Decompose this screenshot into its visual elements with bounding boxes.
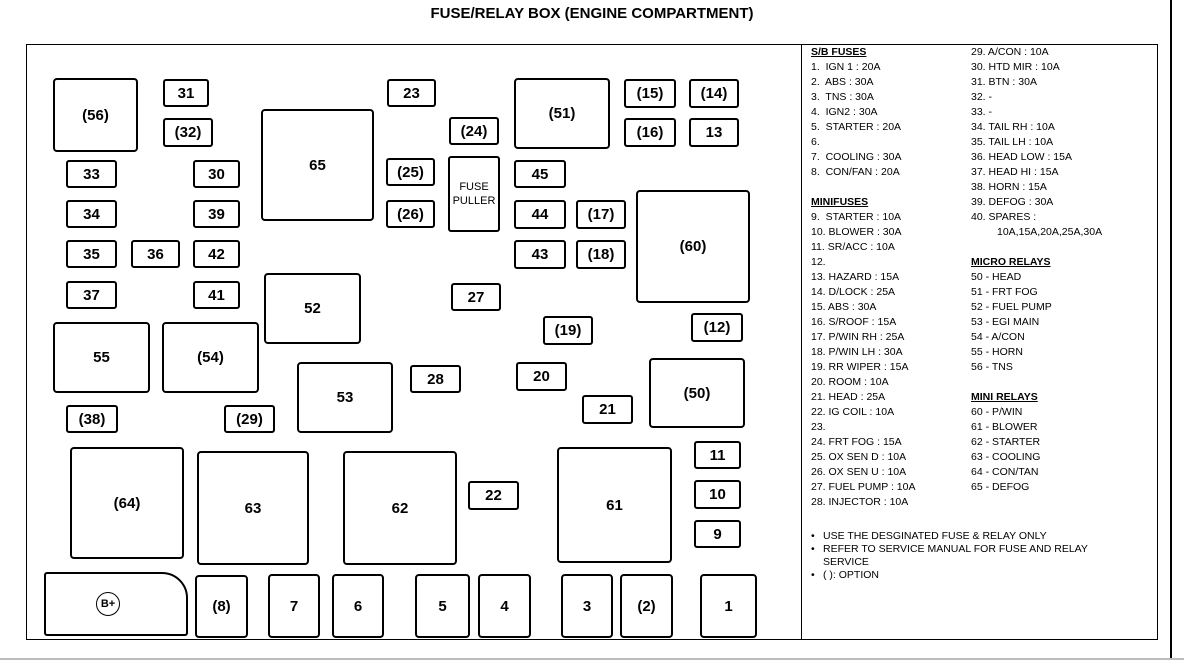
relay-65-label: 65 [309,156,326,174]
sb-fuse-list [811,60,915,180]
fuse-37-label: 37 [83,286,100,304]
fuse-23 [387,79,436,107]
relay-51 [514,78,610,149]
minifuse-entry-19: 27. FUEL PUMP : 10A [811,481,916,493]
mini-relay-entry-5: 64 - CON/TAN [971,466,1039,478]
sb-fuse-entry-7: 7. COOLING : 30A [811,151,902,163]
fuse-30 [193,160,240,188]
fuse-13 [689,118,739,147]
fuse-14-label: (14) [700,85,728,102]
fuse-43 [514,240,566,269]
fuse-29-label: (29) [236,410,263,428]
minifuse-entry-3: 11. SR/ACC : 10A [811,241,895,253]
fuse-2 [620,574,673,638]
micro-relay-entry-6: 55 - HORN [971,346,1023,358]
fuse-2-label: (2) [637,597,656,615]
spares-values: 10A,15A,20A,25A,30A [997,226,1103,238]
fuse-entry-8: 36. HEAD LOW : 15A [971,151,1072,163]
relay-56-label: (56) [82,106,109,124]
mini-relay-entry-2: 61 - BLOWER [971,421,1038,433]
minifuse-entry-20: 28. INJECTOR : 10A [811,496,909,508]
fuse-4 [478,574,531,638]
sb-fuse-entry-8: 8. CON/FAN : 20A [811,166,900,178]
fuse-25 [386,158,435,186]
fuse-entry-12: 40. SPARES : [971,211,1037,223]
sb-fuse-entry-6: 6. [811,136,820,148]
note-3 [811,569,1111,582]
fuse-19-label: (19) [554,322,582,339]
legend-heading-sb-fuses: S/B FUSES [811,46,867,58]
fuse-11 [694,441,741,469]
fuse-38-label: (38) [78,410,106,428]
fuse-42-label: 42 [208,245,225,263]
fuse-entry-6: 34. TAIL RH : 10A [971,121,1055,133]
relay-62-label: 62 [391,499,409,517]
fuse-33-label: 33 [83,165,100,183]
legend-column-right [971,45,1102,495]
fuse-19 [543,316,593,345]
relay-56 [53,78,138,152]
fuse-39-label: 39 [208,205,225,223]
minifuse-entry-7: 15. ABS : 30A [811,301,877,313]
legend-heading-mini-relays: MINI RELAYS [971,391,1038,403]
fuse-entry-3: 31. BTN : 30A [971,76,1037,88]
fuse-1-label: 1 [724,597,733,615]
fuse-42 [193,240,240,268]
relay-54-label: (54) [197,349,224,366]
notes [811,530,1111,582]
relay-63-label: 63 [244,499,262,517]
page-edge-bottom [0,658,1184,660]
relay-60 [636,190,750,303]
fuse-24-label: (24) [460,122,488,140]
relay-51-label: (51) [548,105,576,122]
note-2 [811,543,1111,569]
fuse-puller-label-2: PULLER [452,195,496,207]
page-title: FUSE/RELAY BOX (ENGINE COMPARTMENT) [430,5,754,22]
fuse-41 [193,281,240,309]
fuse-22-label: 22 [485,487,502,504]
fuse-31-label: 31 [177,84,195,102]
fuse-32-label: (32) [174,124,202,141]
note-1 [811,530,1111,543]
minifuse-entry-13: 21. HEAD : 25A [811,391,886,403]
note-text: USE THE DESGINATED FUSE & RELAY ONLY [823,530,1047,542]
fuse-14 [689,79,739,108]
mini-relay-list [971,405,1102,495]
fuse-5 [415,574,470,638]
bullet-icon: • [811,569,815,581]
fuse-33 [66,160,117,188]
minifuse-entry-16: 24. FRT FOG : 15A [811,436,902,448]
fuse-22 [468,481,519,510]
fuse-11-label: 11 [709,446,726,464]
fuse-12 [691,313,743,342]
fuse-45 [514,160,566,188]
minifuse-entry-17: 25. OX SEN D : 10A [811,451,907,463]
micro-relay-list [971,270,1102,375]
fuse-entry-9: 37. HEAD HI : 15A [971,166,1059,178]
sb-fuse-entry-1: 1. IGN 1 : 20A [811,61,881,73]
fuse-28 [410,365,461,393]
fuse-entry-10: 38. HORN : 15A [971,181,1047,193]
page-edge-right [1170,0,1172,658]
relay-55 [53,322,150,393]
sb-fuse-entry-4: 4. IGN2 : 30A [811,106,878,118]
bullet-icon: • [811,530,815,542]
fuse-44-label: 44 [531,206,549,223]
fuse-3 [561,574,613,638]
relay-50-label: (50) [683,384,711,402]
minifuse-entry-2: 10. BLOWER : 30A [811,226,902,238]
fuse-3-label: 3 [582,597,592,615]
relay-55-label: 55 [93,349,110,366]
sb-fuse-entry-3: 3. TNS : 30A [811,91,874,103]
fuse-21 [582,395,633,424]
fuse-16 [624,118,676,147]
legend-column-left [811,45,915,510]
fuse-26-label: (26) [397,205,424,223]
fuse-8-label: (8) [212,598,231,615]
fuse-entry-5: 33. - [971,106,993,118]
fuse-44 [514,200,566,229]
fuse-6-label: 6 [353,597,363,615]
micro-relay-entry-1: 50 - HEAD [971,271,1022,283]
mini-relay-entry-6: 65 - DEFOG [971,481,1030,493]
minifuse-entry-11: 19. RR WIPER : 15A [811,361,909,373]
fuse-17-label: (17) [587,206,615,223]
relay-54 [162,322,259,393]
fuse-1 [700,574,757,638]
legend-heading-minifuses: MINIFUSES [811,196,869,208]
fuse-puller-label-1: FUSE [459,181,489,193]
relay-53 [297,362,393,433]
relay-50 [649,358,745,428]
relay-60-label: (60) [679,238,707,255]
fuse-34-label: 34 [83,205,100,223]
fuse-15-label: (15) [636,85,664,102]
relay-63 [197,451,309,565]
minifuse-entry-18: 26. OX SEN U : 10A [811,466,907,478]
fuse-9-label: 9 [713,525,722,543]
fuse-entry-7: 35. TAIL LH : 10A [971,136,1054,148]
relay-61-label: 61 [606,496,623,514]
fuse-4-label: 4 [500,597,509,615]
fuse-6 [332,574,384,638]
fuse-31 [163,79,209,107]
minifuse-entry-12: 20. ROOM : 10A [811,376,889,388]
fuse-18 [576,240,626,269]
sb-fuse-entry-5: 5. STARTER : 20A [811,121,902,133]
micro-relay-entry-7: 56 - TNS [971,361,1013,373]
fuse-43-label: 43 [531,246,549,263]
relay-53-label: 53 [336,389,354,406]
fuse-18-label: (18) [587,246,615,263]
fuse-entry-11: 39. DEFOG : 30A [971,196,1054,208]
fuse-9 [694,520,741,548]
micro-relay-entry-5: 54 - A/CON [971,331,1025,343]
fuse-37 [66,281,117,309]
fuse-24 [449,117,499,145]
micro-relay-entry-2: 51 - FRT FOG [971,286,1038,298]
mini-relay-entry-1: 60 - P/WIN [971,406,1023,418]
sb-fuse-entry-2: 2. ABS : 30A [811,76,874,88]
minifuse-list [811,210,915,510]
fuse-20-label: 20 [533,368,550,385]
relay-52-label: 52 [304,300,321,317]
minifuse-entry-5: 13. HAZARD : 15A [811,271,900,283]
battery-terminal-b-plus [44,572,188,636]
relay-65 [261,109,374,221]
fuse-10-label: 10 [709,486,726,503]
fuse-10 [694,480,741,509]
fuse-entry-4: 32. - [971,91,993,103]
b-plus-terminal-icon: B+ [96,592,120,616]
fuse-7-label: 7 [289,597,299,615]
minifuse-entry-15: 23. [811,421,826,433]
fuse-entry-1: 29. A/CON : 10A [971,46,1049,58]
fuse-puller [448,156,500,232]
legend-heading-micro-relays: MICRO RELAYS [971,256,1051,268]
minifuse-entry-9: 17. P/WIN RH : 25A [811,331,905,343]
fuse-39 [193,200,240,228]
fuse-21-label: 21 [599,401,616,418]
fuse-12-label: (12) [703,319,731,336]
notes-list [811,530,1111,582]
fuse-29 [224,405,275,433]
fuse-36-label: 36 [147,245,164,263]
mini-relay-entry-3: 62 - STARTER [971,436,1041,448]
fuse-32 [163,118,213,147]
fuse-7 [268,574,320,638]
fuse-28-label: 28 [427,370,444,388]
minifuse-entry-10: 18. P/WIN LH : 30A [811,346,903,358]
fuse-38 [66,405,118,433]
minifuse-entry-4: 12. [811,256,826,268]
fuse-30-label: 30 [208,165,225,183]
fuse-20 [516,362,567,391]
fuse-entry-2: 30. HTD MIR : 10A [971,61,1060,73]
fuse-35-label: 35 [83,245,100,263]
relay-64-label: (64) [113,494,141,512]
relay-61 [557,447,672,563]
mini-relay-entry-4: 63 - COOLING [971,451,1041,463]
relay-62 [343,451,457,565]
fuse-45-label: 45 [531,165,549,183]
fuse-list-29-40 [971,45,1102,225]
note-text: REFER TO SERVICE MANUAL FOR FUSE AND RELAY SERVICE [823,543,1088,568]
minifuse-entry-1: 9. STARTER : 10A [811,211,902,223]
micro-relay-entry-4: 53 - EGI MAIN [971,316,1040,328]
fuse-27-label: 27 [467,288,485,306]
fuse-35 [66,240,117,268]
fuse-34 [66,200,117,228]
minifuse-entry-6: 14. D/LOCK : 25A [811,286,896,298]
relay-64 [70,447,184,559]
fuse-5-label: 5 [438,597,447,615]
fuse-27 [451,283,501,311]
fuse-41-label: 41 [208,286,225,304]
fuse-23-label: 23 [403,84,420,102]
minifuse-entry-14: 22. IG COIL : 10A [811,406,895,418]
fuse-36 [131,240,180,268]
fuse-8 [195,575,248,638]
fuse-26 [386,200,435,228]
legend-divider [801,44,802,640]
fuse-17 [576,200,626,229]
micro-relay-entry-3: 52 - FUEL PUMP [971,301,1052,313]
fuse-16-label: (16) [636,124,664,141]
minifuse-entry-8: 16. S/ROOF : 15A [811,316,897,328]
bullet-icon: • [811,543,815,555]
fuse-15 [624,79,676,108]
fuse-13-label: 13 [705,124,723,141]
note-text: ( ): OPTION [823,569,879,581]
relay-52 [264,273,361,344]
fuse-25-label: (25) [397,163,424,181]
